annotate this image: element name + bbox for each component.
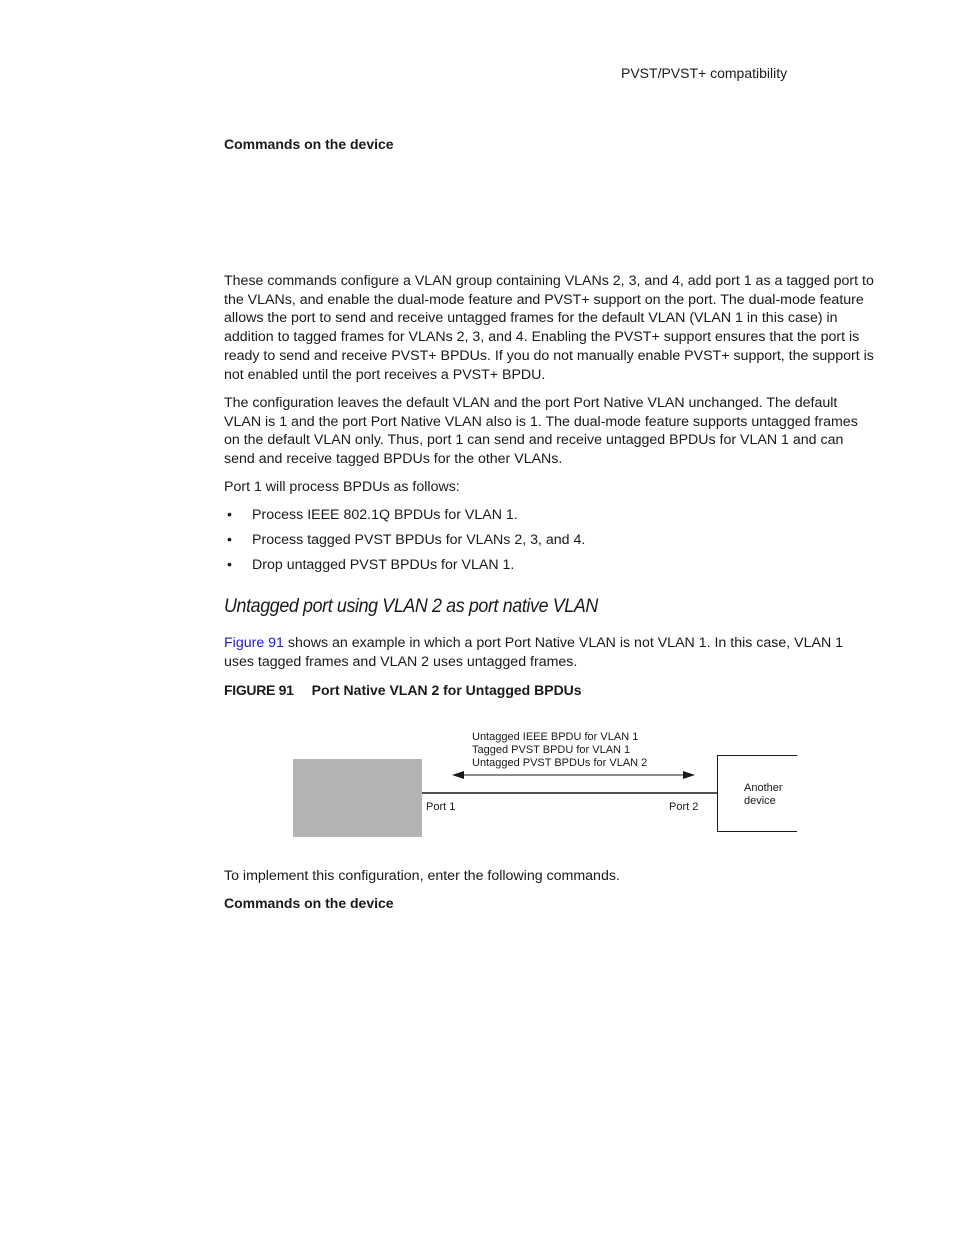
list-item	[224, 556, 585, 581]
figure-label: FIGURE 91	[224, 682, 294, 698]
subhead-commands-on-device: Commands on the device	[224, 136, 394, 152]
another-device-line: device	[744, 795, 776, 807]
paragraph-section-intro	[224, 634, 874, 671]
figure-title: Port Native VLAN 2 for Untagged BPDUs	[311, 682, 582, 698]
link-diagram	[422, 765, 718, 815]
figure-91-link[interactable]: Figure 91	[224, 635, 284, 651]
arrow-right-icon	[683, 771, 695, 779]
another-device-line: Another	[744, 782, 783, 794]
bpdu-processing-list	[224, 506, 585, 581]
section-intro-text: shows an example in which a port Port Native VLAN is not VLAN 1. In this case, VLAN 1 uses tagged frames and VLAN 2 uses untagged frames.	[224, 635, 844, 670]
port-1-label: Port 1	[426, 801, 456, 813]
paragraph-process-intro: Port 1 will process BPDUs as follows:	[224, 479, 460, 495]
list-item-text: Process IEEE 802.1Q BPDUs for VLAN 1.	[252, 507, 518, 523]
paragraph-commands-explanation: These commands configure a VLAN group containing VLANs 2, 3, and 4, add port 1 as a tagged port to the VLANs, and enable the dual-mode feature and PVST+ support on the port. The dual-mode feature allows the port to send and receive untagged frames for the default VLAN (VLAN 1 in this case) in addition to tagged frames for VLANs 2, 3, and 4. Enabling the PVST+ support ensures that the port is ready to send and receive PVST+ BPDUs. If you do not manually enable PVST+ support, the support is not enabled until the port receives a PVST+ BPDU.	[224, 273, 874, 383]
traffic-label: Untagged IEEE BPDU for VLAN 1	[472, 731, 639, 743]
another-device-label	[744, 782, 783, 808]
device-box	[293, 759, 422, 837]
paragraph-implement: To implement this configuration, enter the following commands.	[224, 868, 620, 884]
paragraph-default-vlan: The configuration leaves the default VLAN and the port Port Native VLAN unchanged. The default VLAN is 1 and the port Port Native VLAN also is 1. The dual-mode feature supports untagged frames on the default VLAN only. Thus, port 1 can send and receive untagged BPDUs for VLAN 1 and can send and receive tagged BPDUs for the other VLANs.	[224, 395, 858, 468]
list-item	[224, 506, 585, 531]
list-item-text: Drop untagged PVST BPDUs for VLAN 1.	[252, 557, 515, 573]
list-item	[224, 531, 585, 556]
bullet-icon: •	[227, 557, 232, 573]
subhead-commands-on-device-2: Commands on the device	[224, 895, 394, 911]
bullet-icon: •	[227, 507, 232, 523]
arrow-left-icon	[452, 771, 464, 779]
traffic-label: Tagged PVST BPDU for VLAN 1	[472, 744, 631, 756]
figure-caption	[224, 682, 582, 698]
list-item-text: Process tagged PVST BPDUs for VLANs 2, 3, and 4.	[252, 532, 586, 548]
running-header: PVST/PVST+ compatibility	[621, 65, 788, 81]
section-heading: Untagged port using VLAN 2 as port native VLAN	[224, 596, 598, 617]
bullet-icon: •	[227, 532, 232, 548]
traffic-label: Untagged PVST BPDUs for VLAN 2	[472, 757, 648, 769]
port-2-label: Port 2	[669, 801, 699, 813]
